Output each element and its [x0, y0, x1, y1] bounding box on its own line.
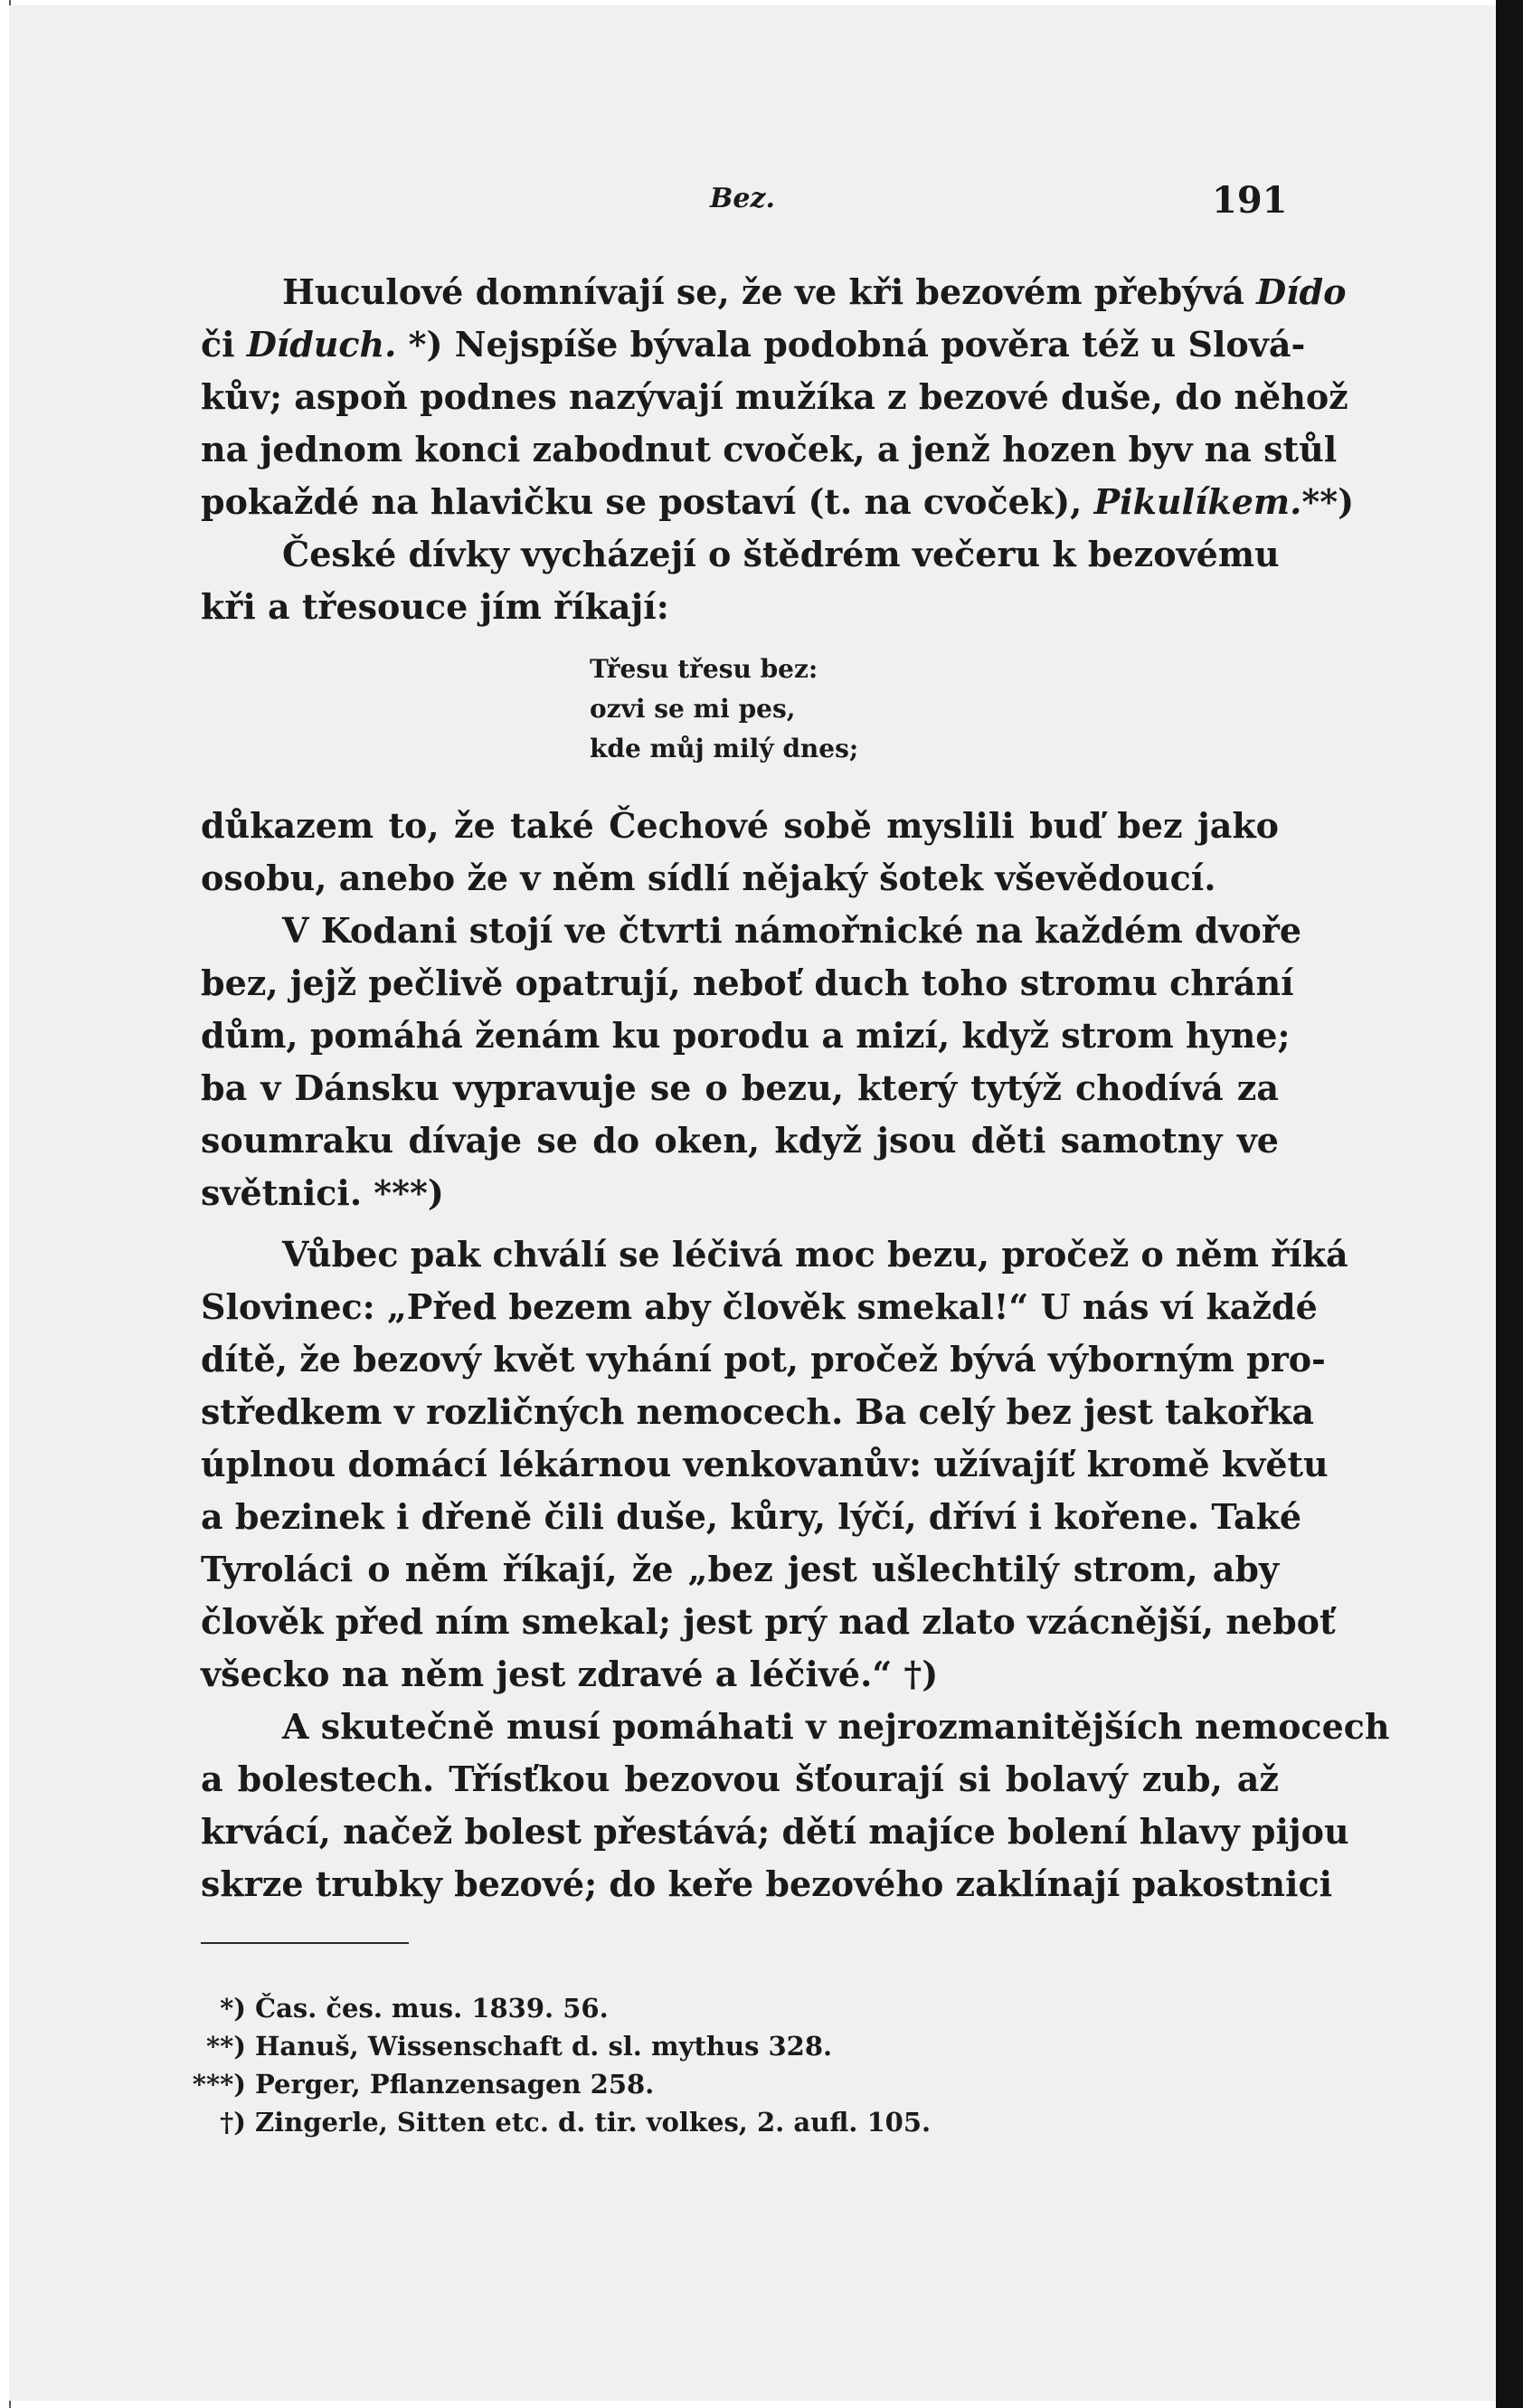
footnote — [172, 2106, 931, 2138]
text-line: V Kodani stojí ve čtvrti námořnické na každém dvoře — [282, 910, 1302, 951]
footnote-mark: **) — [205, 2031, 246, 2062]
text-line: Tyroláci o něm říkají, že „bez jest ušlechtilý strom, aby — [201, 1549, 1279, 1589]
italic-name: Dído — [1256, 271, 1347, 312]
running-head: Bez. — [710, 183, 775, 214]
text-line: světnici. ***) — [201, 1172, 444, 1213]
footnote — [172, 2030, 832, 2062]
text-line: či Díduch. *) Nejspíše bývala podobná pověra též u Slová- — [201, 324, 1306, 365]
text-line: středkem v rozličných nemocech. Ba celý bez jest takořka — [201, 1391, 1315, 1432]
text-line: na jednom konci zabodnut cvoček, a jenž hozen byv na stůl — [201, 429, 1338, 469]
text-line: krvácí, načež bolest přestává; dětí majíce bolení hlavy pijou — [201, 1811, 1349, 1852]
text-line: úplnou domácí lékárnou venkovanův: užívajíť kromě květu — [201, 1444, 1329, 1484]
text-line: všecko na něm jest zdravé a léčivé.“ †) — [201, 1654, 939, 1694]
text-line: Slovinec: „Před bezem aby člověk smekal!“ U nás ví každé — [201, 1286, 1318, 1327]
text-line: bez, jejž pečlivě opatrují, neboť duch toho stromu chrání — [201, 962, 1294, 1003]
page-number: 191 — [1212, 179, 1288, 222]
text-line: A skutečně musí pomáhati v nejrozmanitějších nemocech — [282, 1706, 1390, 1747]
text-line: skrze trubky bezové; do keře bezového zaklínají pakostnici — [201, 1863, 1333, 1904]
italic-name: Díduch. — [246, 324, 397, 365]
footnote-text: Čas. čes. mus. 1839. 56. — [255, 1993, 609, 2024]
footnote-rule — [201, 1942, 409, 1944]
footnote — [172, 2068, 654, 2100]
footnote — [172, 1992, 609, 2024]
text-line: Vůbec pak chválí se léčivá moc bezu, pročež o něm říká — [282, 1234, 1348, 1275]
text-line: Huculové domnívají se, že ve kři bezovém přebývá Dído — [282, 271, 1347, 312]
text-line: České dívky vycházejí o štědrém večeru k bezovému — [282, 534, 1280, 574]
text-line: kři a třesouce jím říkají: — [201, 586, 669, 627]
text-line: soumraku dívaje se do oken, když jsou děti samotny ve — [201, 1120, 1279, 1161]
text-line: člověk před ním smekal; jest prý nad zlato vzácnější, neboť — [201, 1601, 1336, 1642]
text-line: důkazem to, že také Čechové sobě myslili buď bez jako — [201, 805, 1279, 846]
italic-name: Pikulíkem. — [1093, 481, 1302, 522]
footnote-mark: †) — [220, 2107, 246, 2138]
right-scan-border — [1496, 0, 1523, 2408]
text-line: ba v Dánsku vypravuje se o bezu, který tytýž chodívá za — [201, 1067, 1279, 1108]
verse-line: kde můj milý dnes; — [590, 734, 859, 763]
text-line: kův; aspoň podnes nazývají mužíka z bezové duše, do něhož — [201, 376, 1348, 417]
verse-line: ozvi se mi pes, — [590, 694, 796, 724]
text-line: osobu, anebo že v něm sídlí nějaký šotek vševědoucí. — [201, 858, 1216, 898]
book-page — [9, 5, 1496, 2401]
footnote-text: Hanuš, Wissenschaft d. sl. mythus 328. — [255, 2031, 833, 2062]
text-line: pokaždé na hlavičku se postaví (t. na cvoček), Pikulíkem.**) — [201, 481, 1355, 522]
footnote-text: Zingerle, Sitten etc. d. tir. volkes, 2. aufl. 105. — [255, 2107, 932, 2138]
footnote-mark: *) — [220, 1993, 246, 2024]
text-line: a bezinek i dřeně čili duše, kůry, lýčí, dříví i kořene. Také — [201, 1496, 1302, 1537]
verse-line: Třesu třesu bez: — [590, 654, 818, 684]
text-line: dům, pomáhá ženám ku porodu a mizí, když strom hyne; — [201, 1015, 1291, 1056]
footnote-mark: ***) — [192, 2069, 246, 2100]
text-line: dítě, že bezový květ vyhání pot, pročež bývá výborným pro- — [201, 1339, 1326, 1379]
footnote-text: Perger, Pflanzensagen 258. — [255, 2069, 655, 2100]
text-line: a bolestech. Třísťkou bezovou šťourají si bolavý zub, až — [201, 1759, 1279, 1799]
page-header — [9, 179, 1496, 228]
